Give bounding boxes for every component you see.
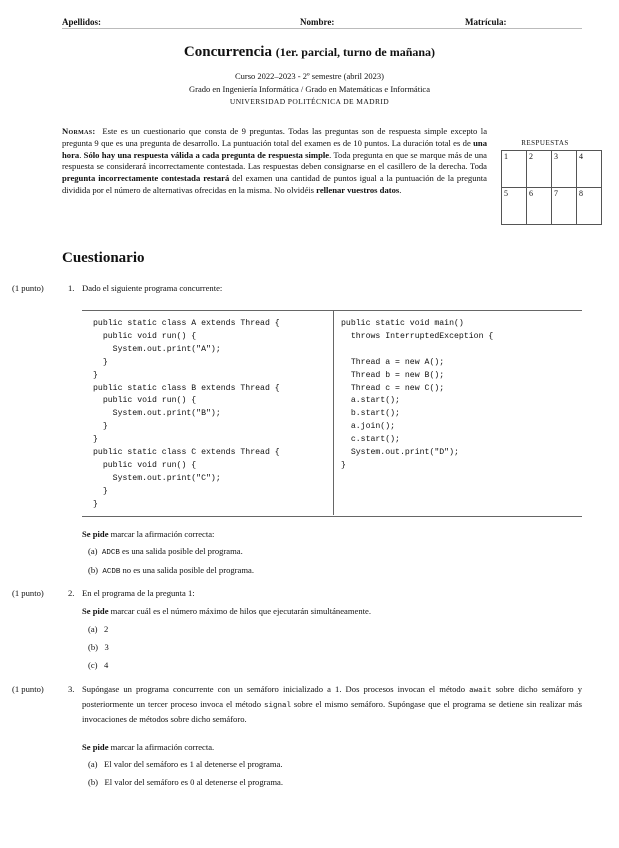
- q3-option-b[interactable]: (b) El valor del semáforo es 0 al detenerse el programa.: [88, 777, 283, 787]
- answer-cell-3[interactable]: 3: [552, 151, 577, 188]
- q1-code-classes: public static class A extends Thread { public void run() { System.out.print("A"); } } public static class B extends Thread { public void run() { System.out.print("B"); } } public static class C extends Thread { public void run() { System.out.print("C"); } }: [93, 319, 280, 509]
- q2-instruction: Se pide marcar cuál es el número máximo de hilos que ejecutarán simultáneamente.: [82, 606, 371, 616]
- q1-option-a[interactable]: (a) ADCB es una salida posible del programa.: [88, 546, 243, 557]
- q3-instruction: Se pide marcar la afirmación correcta.: [82, 742, 215, 752]
- course-line: Curso 2022–2023 - 2º semestre (abril 2023): [235, 71, 384, 81]
- answer-cell-8[interactable]: 8: [577, 188, 602, 225]
- q2-text: En el programa de la pregunta 1:: [82, 588, 195, 598]
- q3-text: Supóngase un programa concurrente con un semáforo inicializado a 1. Dos procesos invocan el método await sobre dicho semáforo y posteriormente un tercer proceso invoca el método signal sobre el mismo semáforo. Supóngase que el programa se detiene sin realizar más invocaciones de métodos sobre dicho semáforo.: [82, 684, 582, 724]
- answer-cell-1[interactable]: 1: [502, 151, 527, 188]
- q3-number: 3.: [68, 684, 75, 694]
- answer-grid: [501, 150, 602, 225]
- q1-code-divider: [333, 310, 334, 515]
- q1-text: Dado el siguiente programa concurrente:: [82, 283, 223, 293]
- q1-instruction: Se pide marcar la afirmación correcta:: [82, 529, 215, 539]
- student-id-label: Matrícula:: [465, 17, 507, 27]
- q3-option-a[interactable]: (a) El valor del semáforo es 1 al detenerse el programa.: [88, 759, 283, 769]
- answer-cell-4[interactable]: 4: [577, 151, 602, 188]
- degree-line: Grado en Ingeniería Informática / Grado en Matemáticas e Informática: [189, 84, 430, 94]
- q1-points: (1 punto): [12, 283, 44, 293]
- answer-cell-6[interactable]: 6: [527, 188, 552, 225]
- q2-number: 2.: [68, 588, 75, 598]
- rules-paragraph: Normas: Este es un cuestionario que consta de 9 preguntas. Todas las preguntas son de respuesta simple excepto la pregunta 9 que es una pregunta de desarrollo. La puntuación total del examen es de 10 puntos. La duración total es de una hora. Sólo hay una respuesta válida a cada pregunta de respuesta simple. Toda pregunta en que se marque más de una respuesta se considerará incorrectamente contestada. Las respuestas deben consignarse en el casillero de la derecha. Toda pregunta incorrectamente contestada restará del examen una cantidad de puntos igual a la puntuación de la pregunta dividida por el número de alternativas ofrecidas en la misma. No olvidéis rellenar vuestros datos.: [62, 126, 488, 195]
- surname-label: Apellidos:: [62, 17, 102, 27]
- q2-option-a[interactable]: (a) 2: [88, 624, 109, 634]
- q1-code-main: public static void main() throws InterruptedException { Thread a = new A(); Thread b = new B(); Thread c = new C(); a.start(); b.start(); a.join(); c.start(); System.out.print("D"); }: [341, 319, 494, 470]
- answer-cell-2[interactable]: 2: [527, 151, 552, 188]
- q2-option-b[interactable]: (b) 3: [88, 642, 109, 652]
- q3-points: (1 punto): [12, 684, 44, 694]
- answers-title: RESPUESTAS: [521, 139, 569, 147]
- answer-cell-5[interactable]: 5: [502, 188, 527, 225]
- university-line: UNIVERSIDAD POLITÉCNICA DE MADRID: [229, 97, 390, 106]
- q2-option-c[interactable]: (c) 4: [88, 660, 109, 670]
- q1-option-b[interactable]: (b) ACDB no es una salida posible del programa.: [88, 565, 254, 576]
- header-underline: [62, 28, 582, 29]
- exam-title: Concurrencia (1er. parcial, turno de mañana): [183, 44, 436, 60]
- q2-points: (1 punto): [12, 588, 44, 598]
- name-label: Nombre:: [300, 17, 335, 27]
- q1-number: 1.: [68, 283, 75, 293]
- answer-cell-7[interactable]: 7: [552, 188, 577, 225]
- section-title: Cuestionario: [62, 250, 145, 266]
